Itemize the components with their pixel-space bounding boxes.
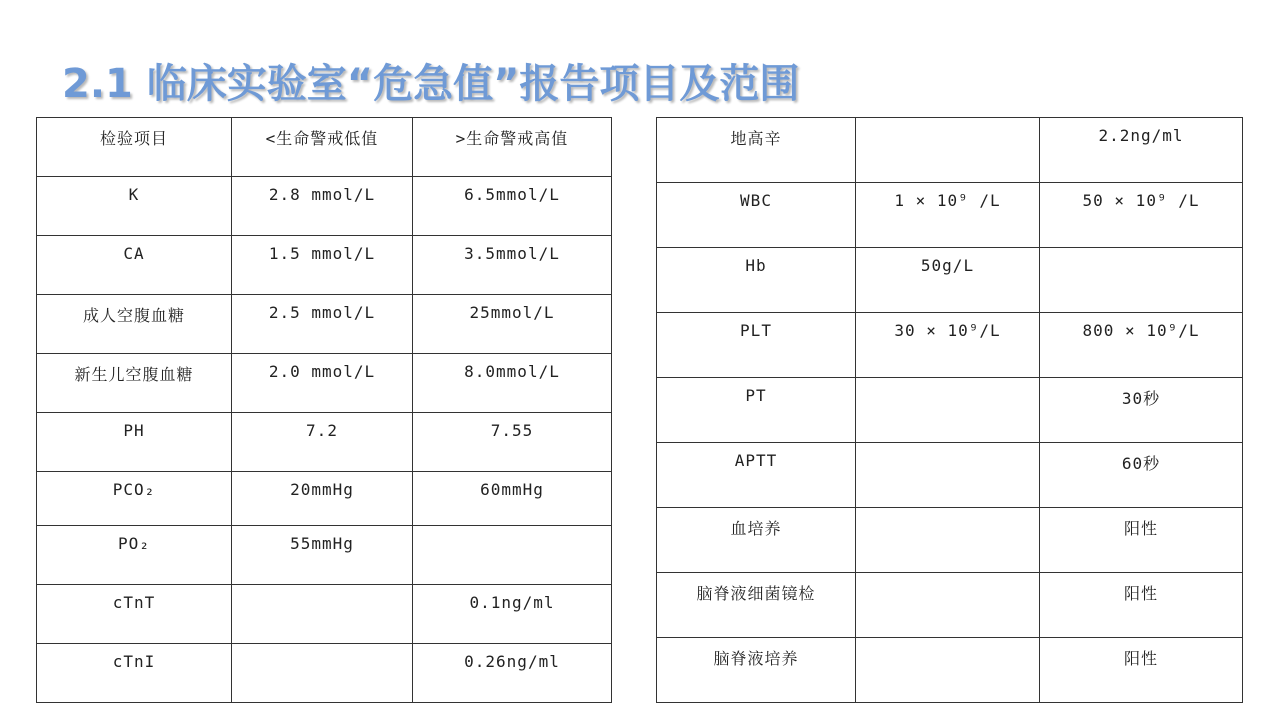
table-row — [37, 236, 612, 295]
high-value-cell: 60秒 — [1040, 443, 1243, 508]
high-value-cell: 8.0mmol/L — [413, 354, 612, 413]
table-row — [37, 295, 612, 354]
high-value-cell: 0.1ng/ml — [413, 585, 612, 644]
low-value-cell — [856, 443, 1040, 508]
table-row — [37, 177, 612, 236]
table-row — [657, 118, 1243, 183]
table-row — [657, 378, 1243, 443]
critical-values-table-right — [656, 117, 1243, 703]
high-value-cell: 2.2ng/ml — [1040, 118, 1243, 183]
test-item-cell: 地高辛 — [657, 118, 856, 183]
table-row — [657, 248, 1243, 313]
low-value-cell — [232, 644, 413, 703]
test-item-cell: WBC — [657, 183, 856, 248]
test-item-cell: 血培养 — [657, 508, 856, 573]
high-value-cell: 25mmol/L — [413, 295, 612, 354]
table-row — [657, 313, 1243, 378]
table-row — [657, 183, 1243, 248]
table-row — [37, 585, 612, 644]
low-value-cell — [856, 573, 1040, 638]
low-value-cell: 20mmHg — [232, 472, 413, 526]
low-value-cell — [856, 118, 1040, 183]
high-value-cell: 阳性 — [1040, 508, 1243, 573]
table-row — [657, 443, 1243, 508]
test-item-cell: PH — [37, 413, 232, 472]
header-test-item: 检验项目 — [37, 118, 232, 177]
high-value-cell: 7.55 — [413, 413, 612, 472]
test-item-cell: PO₂ — [37, 526, 232, 585]
low-value-cell — [856, 638, 1040, 703]
header-low-limit: <生命警戒低值 — [232, 118, 413, 177]
high-value-cell: 800 × 10⁹/L — [1040, 313, 1243, 378]
high-value-cell: 60mmHg — [413, 472, 612, 526]
high-value-cell: 0.26ng/ml — [413, 644, 612, 703]
low-value-cell: 50g/L — [856, 248, 1040, 313]
table-row — [37, 472, 612, 526]
test-item-cell: 脑脊液培养 — [657, 638, 856, 703]
table-row — [657, 573, 1243, 638]
table-header-row — [37, 118, 612, 177]
low-value-cell: 30 × 10⁹/L — [856, 313, 1040, 378]
high-value-cell: 阳性 — [1040, 573, 1243, 638]
test-item-cell: Hb — [657, 248, 856, 313]
low-value-cell: 2.5 mmol/L — [232, 295, 413, 354]
critical-values-table-left — [36, 117, 612, 703]
high-value-cell: 3.5mmol/L — [413, 236, 612, 295]
test-item-cell: 成人空腹血糖 — [37, 295, 232, 354]
low-value-cell — [856, 378, 1040, 443]
test-item-cell: CA — [37, 236, 232, 295]
high-value-cell — [413, 526, 612, 585]
test-item-cell: cTnI — [37, 644, 232, 703]
test-item-cell: APTT — [657, 443, 856, 508]
low-value-cell — [856, 508, 1040, 573]
high-value-cell: 30秒 — [1040, 378, 1243, 443]
low-value-cell: 7.2 — [232, 413, 413, 472]
test-item-cell: 新生儿空腹血糖 — [37, 354, 232, 413]
low-value-cell: 2.0 mmol/L — [232, 354, 413, 413]
table-row — [37, 644, 612, 703]
test-item-cell: 脑脊液细菌镜检 — [657, 573, 856, 638]
test-item-cell: PT — [657, 378, 856, 443]
page-title: 2.1 临床实验室“危急值”报告项目及范围 — [62, 61, 800, 107]
header-high-limit: >生命警戒高值 — [413, 118, 612, 177]
test-item-cell: PLT — [657, 313, 856, 378]
high-value-cell: 阳性 — [1040, 638, 1243, 703]
low-value-cell: 2.8 mmol/L — [232, 177, 413, 236]
test-item-cell: cTnT — [37, 585, 232, 644]
low-value-cell: 1 × 10⁹ /L — [856, 183, 1040, 248]
test-item-cell: K — [37, 177, 232, 236]
high-value-cell: 50 × 10⁹ /L — [1040, 183, 1243, 248]
low-value-cell: 55mmHg — [232, 526, 413, 585]
table-row — [37, 526, 612, 585]
table-row — [657, 638, 1243, 703]
table-row — [657, 508, 1243, 573]
high-value-cell — [1040, 248, 1243, 313]
high-value-cell: 6.5mmol/L — [413, 177, 612, 236]
low-value-cell — [232, 585, 413, 644]
test-item-cell: PCO₂ — [37, 472, 232, 526]
low-value-cell: 1.5 mmol/L — [232, 236, 413, 295]
table-row — [37, 413, 612, 472]
table-row — [37, 354, 612, 413]
